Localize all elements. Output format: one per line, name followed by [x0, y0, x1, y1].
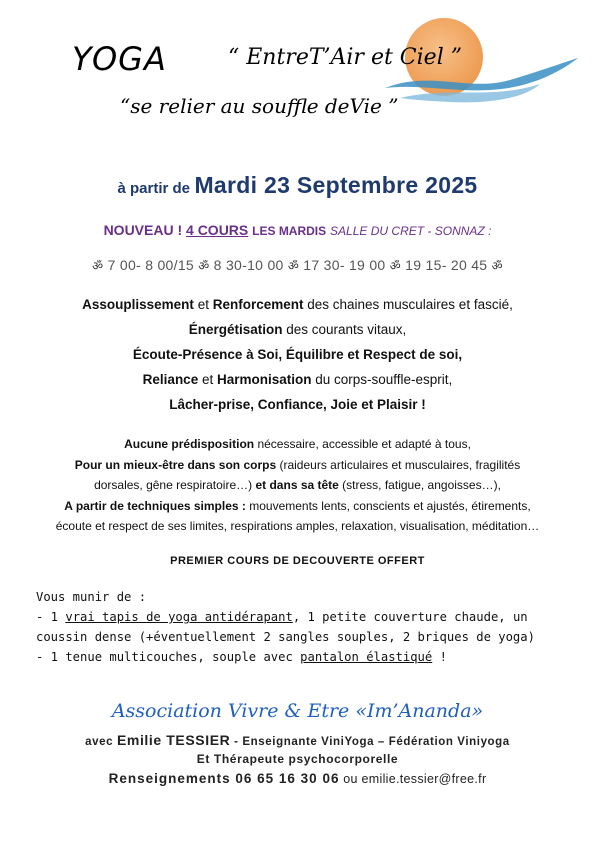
benefit-line	[0, 392, 595, 417]
benefit-line	[0, 367, 595, 392]
benefit-bold: Énergétisation	[188, 322, 283, 337]
om-icon: ॐ	[198, 259, 210, 273]
schedule-times	[0, 257, 595, 274]
description-line	[0, 434, 595, 455]
tagline: “se relier au souffle deVie ”	[120, 94, 399, 118]
description-text: (stress, fatigue, angoisses…),	[338, 478, 501, 492]
benefit-line	[0, 317, 595, 342]
time-slot: 8 30-10 00	[213, 257, 284, 273]
om-icon: ॐ	[287, 259, 300, 273]
description-text: nécessaire, accessible et adapté à tous,	[254, 437, 471, 451]
mardis-label: LES MARDIS	[252, 224, 327, 238]
new-courses-line	[0, 222, 595, 238]
description-bold: Aucune prédisposition	[124, 437, 255, 451]
om-icon: ॐ	[92, 259, 104, 273]
benefit-bold: Écoute-Présence à Soi, Équilibre et Respect de soi,	[132, 347, 463, 362]
free-trial-notice: PREMIER COURS DE DECOUVERTE OFFERT	[170, 555, 425, 567]
benefit-text: des chaines musculaires et fascié,	[303, 297, 513, 312]
equipment-text: !	[432, 650, 447, 664]
description-text: dorsales, gêne respiratoire…)	[94, 478, 253, 492]
benefit-bold: Lâcher-prise, Confiance, Joie et Plaisir !	[169, 397, 426, 412]
benefit-text: et	[198, 372, 217, 387]
description-bold: Pour un mieux-être dans son corps	[74, 457, 277, 472]
equipment-underlined: pantalon élastiqué	[300, 650, 433, 664]
cours-count: 4 COURS	[186, 222, 249, 238]
equipment-text: - 1	[36, 610, 66, 624]
avec-label: avec	[85, 736, 117, 748]
benefit-text: et	[193, 297, 213, 312]
benefit-text: du corps-souffle-esprit,	[311, 372, 453, 387]
description-bold: et dans sa tête	[252, 478, 339, 492]
description-line	[0, 496, 595, 517]
benefit-line	[0, 342, 595, 367]
equipment-text: - 1 tenue multicouches, souple avec	[36, 650, 301, 664]
association-name: Association Vivre & Etre «Im’Ananda»	[111, 700, 484, 722]
page-subtitle: “ EntreT’Air et Ciel ”	[228, 45, 462, 70]
benefit-line	[0, 292, 595, 317]
benefit-text: des courants vitaux,	[282, 322, 407, 337]
time-slot: 17 30- 19 00	[303, 257, 386, 273]
equipment-line	[36, 650, 447, 664]
salle-label: SALLE DU CRET - SONNAZ :	[330, 224, 492, 238]
equipment-underlined: vrai tapis de yoga antidérapant	[65, 610, 293, 624]
description-text: mouvements lents, conscients et ajustés, étirements,	[245, 498, 531, 513]
teacher-line	[0, 732, 595, 748]
description-line	[0, 475, 595, 496]
benefit-bold: Harmonisation	[216, 372, 312, 387]
description-paragraph	[0, 434, 595, 537]
teacher-role: - Enseignante ViniYoga – Fédération Viniyoga	[230, 736, 510, 748]
benefit-bold: Renforcement	[212, 297, 304, 312]
time-slot: 7 00- 8 00/15	[107, 257, 195, 273]
teacher-name: Emilie TESSIER	[116, 732, 231, 748]
equipment-heading: Vous munir de :	[36, 590, 147, 604]
description-text: (raideurs articulaires et musculaires, fragilités	[276, 457, 521, 472]
benefit-bold: Assouplissement	[82, 297, 194, 312]
phone-number: Renseignements 06 65 16 30 06	[108, 771, 340, 786]
description-text: écoute et respect de ses limites, respirations amples, relaxation, visualisation, méditation…	[55, 519, 540, 533]
page-title: YOGA	[72, 40, 167, 78]
nouveau-label: NOUVEAU !	[103, 222, 183, 238]
start-date	[0, 172, 595, 199]
equipment-line	[36, 610, 528, 624]
description-bold: A partir de techniques simples :	[64, 498, 246, 513]
email-address[interactable]: emilie.tessier@free.fr	[361, 772, 487, 786]
contact-line	[0, 771, 595, 786]
therapist-line: Et Thérapeute psychocorporelle	[196, 752, 399, 766]
or-label: ou	[339, 772, 362, 786]
om-icon: ॐ	[491, 259, 503, 273]
description-line	[0, 455, 595, 476]
benefit-bold: Reliance	[142, 372, 199, 387]
date-prefix: à partir de	[117, 180, 191, 197]
equipment-line: coussin dense (+éventuellement 2 sangles souples, 2 briques de yoga)	[36, 630, 535, 644]
description-line	[0, 516, 595, 537]
equipment-text: , 1 petite couverture chaude, un	[292, 610, 528, 624]
date-value: Mardi 23 Septembre 2025	[194, 172, 478, 198]
om-icon: ॐ	[389, 259, 401, 273]
benefits-list	[0, 292, 595, 417]
time-slot: 19 15- 20 45	[405, 257, 488, 273]
